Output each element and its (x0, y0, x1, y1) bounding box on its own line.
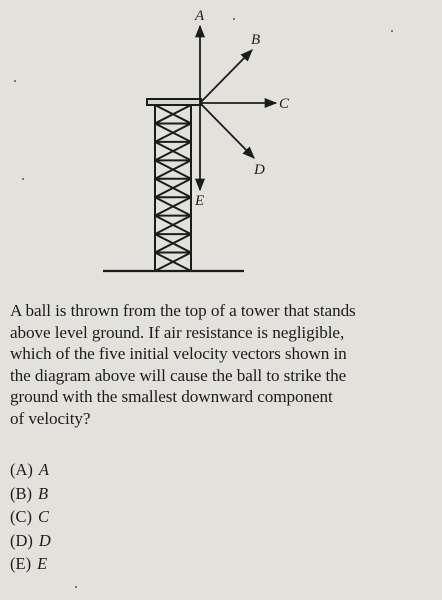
vector-e-label: E (195, 193, 205, 209)
choice-d[interactable] (10, 529, 51, 553)
choice-b[interactable] (10, 482, 51, 506)
question-line: which of the five initial velocity vectors shown in (10, 344, 347, 363)
answer-choices (10, 458, 51, 576)
vector-d-label: D (254, 162, 265, 178)
vector-d-arrow (200, 103, 254, 158)
scan-speck (75, 586, 77, 588)
choice-c[interactable] (10, 505, 51, 529)
question-text (10, 300, 438, 429)
choice-tag: (E) (10, 554, 32, 573)
choice-letter: C (38, 507, 50, 526)
choice-e[interactable] (10, 552, 51, 576)
choice-letter: D (38, 530, 51, 550)
tower-lattice (155, 105, 191, 271)
vector-c-label: C (279, 96, 290, 112)
scan-speck (22, 178, 24, 180)
question-line: the diagram above will cause the ball to strike the (10, 365, 347, 385)
choice-tag: (D) (10, 530, 33, 550)
scan-speck (391, 30, 393, 32)
choice-a[interactable] (10, 458, 51, 482)
vector-b-arrow (200, 50, 252, 103)
choice-letter: A (38, 460, 49, 479)
vector-b-label: B (251, 32, 261, 48)
choice-letter: B (38, 483, 49, 503)
question-line: of velocity? (10, 408, 91, 428)
choice-tag: (A) (10, 460, 33, 479)
scan-speck (14, 80, 16, 82)
vector-a-label: A (195, 8, 205, 24)
choice-tag: (C) (10, 507, 32, 526)
choice-tag: (B) (10, 483, 32, 503)
question-line: above level ground. If air resistance is negligible, (10, 322, 345, 342)
scan-speck (233, 18, 235, 20)
question-line: ground with the smallest downward component (10, 387, 333, 406)
choice-letter: E (37, 554, 48, 573)
question-line: A ball is thrown from the top of a tower that stands (10, 301, 356, 320)
